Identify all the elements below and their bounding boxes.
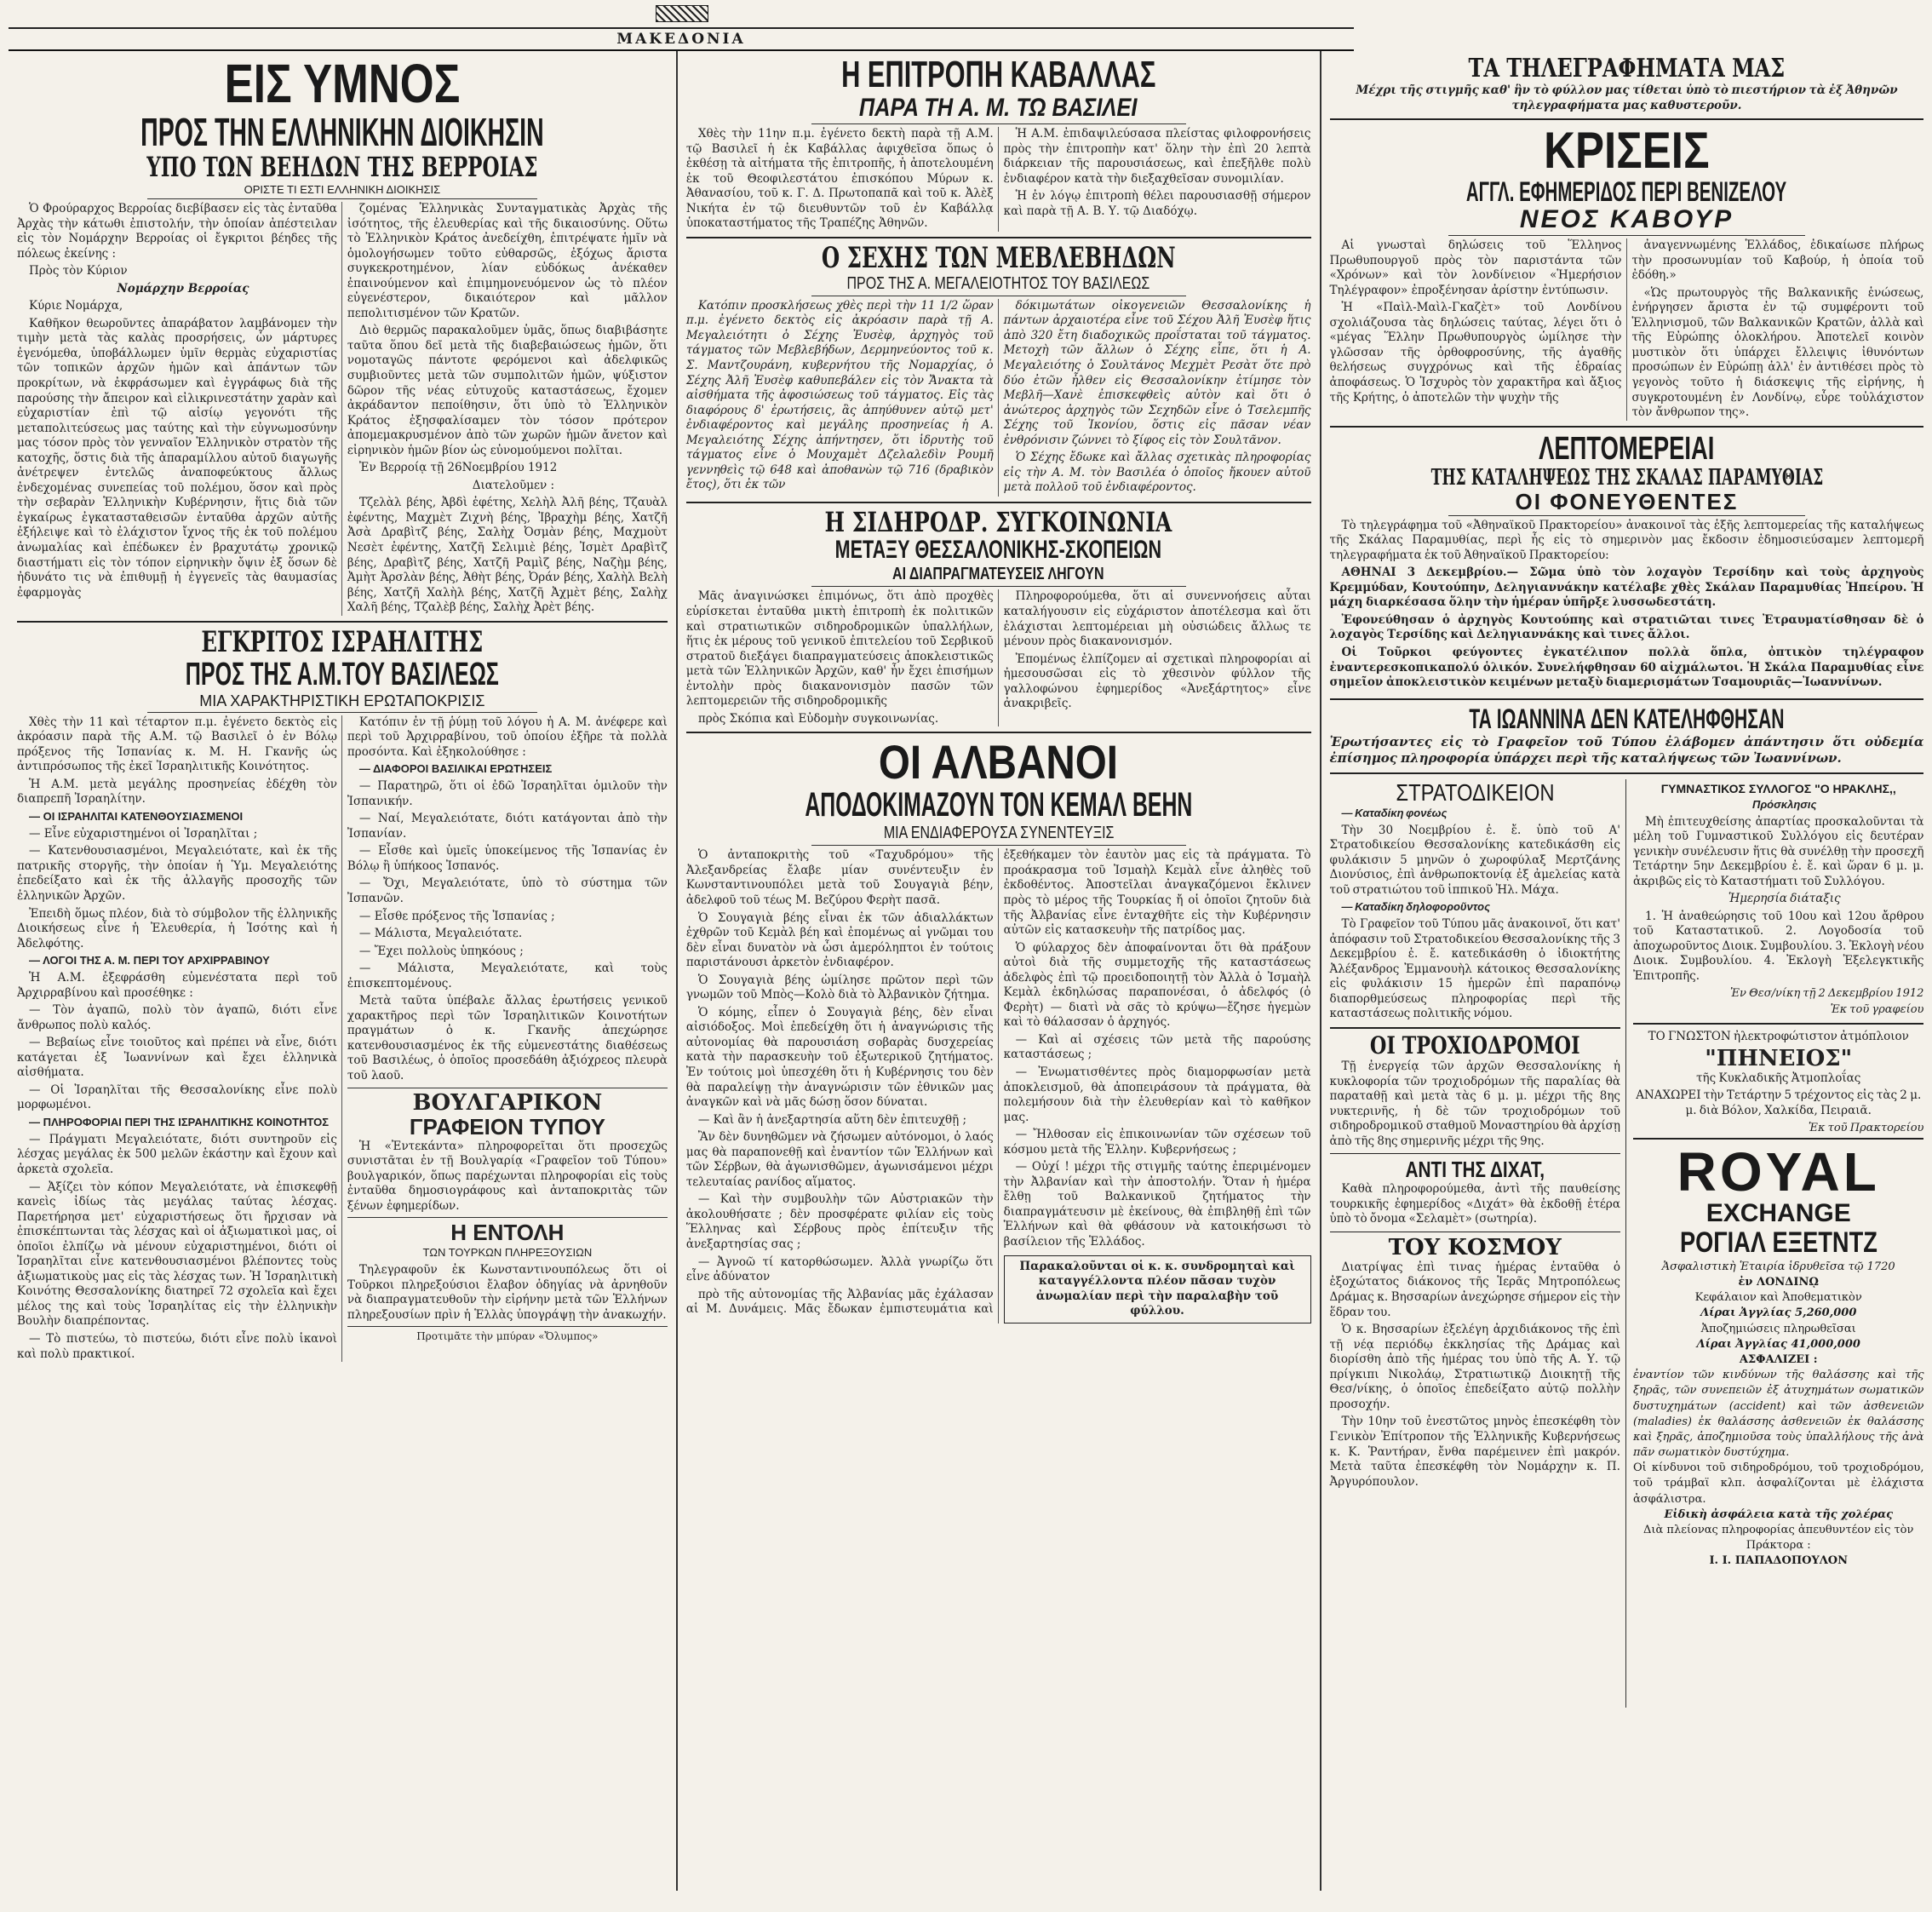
article-hymn — [17, 56, 668, 623]
article-albanians — [686, 738, 1311, 1328]
article-body: Κατόπιν προσκλήσεως χθὲς περὶ τὴν 11 1/2 ὥραν π.μ. ἐγένετο δεκτὸς εἰς ἀκρόασιν παρὰ τῇ Α. Μεγαλειότητι ὁ Σέχης Ἐυσὲφ, ἀρχηγὸς τοῦ τάγματος τῶν Μεβλεβήδων, Δερμηνεύοντος τοῦ κ. Σ. Μαντζουράνη, κυβερνήτου τῆς Νομαρχίας, ὁ Σέχης Ἀλῆ Ἐυσὲφ καθυπεβάλεν εἰς τὸν Ἄνακτα τὰ αἰσθήματα τῆς ἀφοσιώσεως τοῦ τάγματος. Εἰς τὰς διαφόρους δ' ἐρωτήσεις, ἃς ἀπηύθυνεν αὐτῷ μετ' ἐνδιαφέροντος καὶ μεγάλης προσηνείας ἡ Α. Μεγαλειότης Σέχης ἀπήντησεν, ὅτι ἱδρυτὴς τοῦ τάγματος εἶνε ὁ Μουχαμὲτ Δζελαλεδὶν Ρουμῆ γεννηθεὶς τῷ 648 καὶ ἀποθανὼν τῷ 716 (δραβικὸν ἔτος), ὅτι ἐκ τῶν δόκιμωτάτων οἰκογενειῶν Θεσσαλονίκης ἡ πάντων ἀρχαιοτέρα εἶνε τοῦ Σέχου Ἀλῆ Ἐυσὲφ ἥτις ἀπὸ 320 ἔτη διαδοχικῶς προΐσταται τοῦ τάγματος. Μετοχὴ τῶν ἄλλων ὁ Σέχης εἶπε, ὅτι ἡ Α. Μεγαλειότης ὁ Σουλτάνος Μεχμὲτ Ρεσὰτ ὅτε πρὸ δύο ἐτῶν ἦλθεν εἰς Θεσσαλονίκην ἐτίμησε τὸν Μεβλῆ—Χανὲ ἐπισκεφθεὶς αὐτὸν καὶ ὅτι ὁ ἀνώτερος ἀρχηγὸς τῶν Σεχηδῶν εἶνε ὁ Τσελεμπῆς Σέχης τοῦ Ἰκονίου, ὅστις εἰς πᾶσαν νέαν ἐνθρόνισιν ζώννει τὸ ξίφος εἰς τὸν Σουλτᾶνον. Ὁ Σέχης ἔδωκε καὶ ἄλλας σχετικὰς πληροφορίας εἰς τὴν Α. Μ. τὸν Βασιλέα ὁ ὁποῖος ἤκουεν αὐτοῦ μετὰ πολλοῦ τοῦ ἐνδιαφέροντος. — [686, 299, 1311, 497]
ad-headline-2: ΓΡΑΦΕΙΟΝ ΤΥΠΟΥ — [347, 1116, 668, 1138]
headline: Ο ΣΕΧΗΣ ΤΩΝ ΜΕΒΛΕΒΗΔΩΝ — [822, 244, 1176, 273]
article-body: Ἐρωτήσαντες εἰς τὸ Γραφεῖον τοῦ Τύπου ἐλάβομεν ἀπάντησιν ὅτι οὐδεμία ἐπίσημος πληροφορία ὑπάρχει περὶ τῆς καταλήψεως τῶν Ἰωαννίνων. — [1330, 734, 1924, 767]
article-court-martial: ΣΤΡΑΤΟΔΙΚΕΙΟΝ — Καταδίκη φονέως Τὴν 30 Νοεμβρίου ἐ. ἔ. ὑπὸ τοῦ Α' Στρατοδικείου Θεσσαλονίκης κατεδικάσθη εἰς φυλάκισιν 5 μηνῶν ὁ χωροφύλαξ Μερτζάνης Διονύσιος, ἐπὶ ἀνθρωποκτονίᾳ ἐξ ἀμελείας κατὰ τοῦ στρατιώτου τοῦ ἱππικοῦ Ἠλ. Μάχα. — Καταδίκη δηλοφοροῦντος Τὸ Γραφεῖον τοῦ Τύπου μᾶς ἀνακοινοῖ, ὅτι κατ' ἀπόφασιν τοῦ Στρατοδικείου Θεσσαλονίκης τῆς 3 Δεκεμβρίου ἐ. ἔ. κατεδικάσθη ὁ ἰδιοκτήτης Ἀλέξανδρος Ἐμμανουὴλ κάτοικος Θεσσαλονίκης εἰς φυλάκισιν 15 ἡμερῶν ἐπὶ παραπόνῳ διαπορθμεύσεως πληροφορίας περὶ τῆς καταστάσεως πολιτικῆς νόμου. — [1330, 781, 1620, 1022]
kicker: ΟΡΙΣΤΕ ΤΙ ΕΣΤΙ ΕΛΛΗΝΙΚΗ ΔΙΟΙΚΗΣΙΣ — [17, 183, 668, 196]
top-ornament-band — [9, 5, 1354, 29]
masthead: ΜΑΚΕΔΟΝΙΑ — [9, 29, 1354, 51]
subheadline: ΟΙ ΦΟΝΕΥΘΕΝΤΕΣ — [1330, 491, 1924, 513]
column-middle — [678, 51, 1321, 1891]
ornament-frame — [656, 5, 708, 22]
article-body: Χθὲς τὴν 11 καὶ τέταρτον π.μ. ἐγένετο δεκτὸς εἰς ἀκρόασιν παρὰ τῆς Α.Μ. τῷ Βασιλεῖ ὁ ἐν Βόλῳ πρόξενος τῆς Ἱσπανίας κ. Μ. Η. Γκανῆς ὡς ἀντιπρόσωπος τῆς ἐκεῖ Ἰσραηλιτικῆς Κοινότητος. Ἡ Α.Μ. μετὰ μεγάλης προσηνείας ἐδέχθη τὸν διαπρεπῆ Ἰσραηλίτην. — ΟΙ ΙΣΡΑΗΛΙΤΑΙ ΚΑΤΕΝΘΟΥΣΙΑΣΜΕΝΟΙ — Εἶνε εὐχαριστημένοι οἱ Ἰσραηλῖται ; — Κατενθουσιασμένοι, Μεγαλειότατε, καὶ ἐκ τῆς πατρικῆς στοργῆς, τὴν ὁποίαν ἡ Ὑμ. Μεγαλειότης ἐπεδείξατο καὶ ἐκ τῆς ἀλλαγῆς προσοχῆς τῶν ἑλληνικῶν Ἀρχῶν. Ἐπειδὴ ὅμως πλέον, διὰ τὸ σύμβολον τῆς ἑλληνικῆς Διοικήσεως εἶνε ἡ Ἐλευθερία, ἡ Ἰσότης καὶ ἡ Ἀδελφότης. — ΛΟΓΟΙ ΤΗΣ Α. Μ. ΠΕΡΙ ΤΟΥ ΑΡΧΙΡΡΑΒΙΝΟΥ Ἡ Α.Μ. ἐξεφράσθη εὐμενέστατα περὶ τοῦ Ἀρχιρραβίνου καὶ προσέθηκε : — Τὸν ἀγαπῶ, πολὺ τὸν ἀγαπῶ, διότι εἶνε ἄνθρωπος πολὺ καλός. — Βεβαίως εἶνε τοιοῦτος καὶ πρέπει νὰ εἶνε, διότι κατάγεται ἐξ Ἰωαννίνων καὶ ἔχει ἑλληνικὰ αἰσθήματα. — Οἱ Ἰσραηλῖται τῆς Θεσσαλονίκης εἶνε πολὺ μορφωμένοι. — ΠΛΗΡΟΦΟΡΙΑΙ ΠΕΡΙ ΤΗΣ ΙΣΡΑΗΛΙΤΙΚΗΣ ΚΟΙΝΟΤΗΤΟΣ — Πράγματι Μεγαλειότατε, διότι συντηροῦν εἰς λέσχας μεγάλας ἐκ 500 μελῶν ἑκάστην καὶ ἔχουν καὶ ἀρκετὰ σχολεῖα. — Ἀξίζει τὸν κόπον Μεγαλειότατε, νὰ ἐπισκεφθῇ κανεὶς ἰδίως τὰς μεγάλας ταύτας λέσχας. Παρετήρησα μετ' εὐχαριστήσεως ὅτι ἤρχισαν νὰ ἐπισκέπτωνται τὰς λέσχας καὶ οἱ ἀξιωματικοὶ μας, οἱ ὁποῖοι ἐλπίζω νὰ μένουν εὐχαριστημένοι, διότι οἱ Ἰσραηλῖται εἶνε κατενθουσιασμένοι βλέποντες τοὺς ἀξιωματικοὺς μας εἰς τὰς λέσχας των. Ἡ Ἰσραηλιτικὴ Κοινότης Θεσσαλονίκης διατηρεῖ 72 σχολεῖα καὶ ἔχει μέλος της καὶ τοὺς Ἰσραηλίτας εἰς τὴν ἑλληνικὴν Βουλὴν διαπρέποντας. — Τὸ πιστεύω, τὸ πιστεύω, διότι εἶνε πολὺ ἱκανοὶ καὶ πολὺ πρακτικοί. Κατόπιν ἐν τῇ ῥύμῃ τοῦ λόγου ἡ Α. Μ. ἀνέφερε καὶ περὶ τοῦ Ἀρχιρραβίνου, τοῦ ὁποίου ἐξῆρε τὰ πολλὰ προσόντα. Καὶ ἐξηκολούθησε : — ΔΙΑΦΟΡΟΙ ΒΑΣΙΛΙΚΑΙ ΕΡΩΤΗΣΕΙΣ — Παρατηρῶ, ὅτι οἱ ἐδῶ Ἰσραηλῖται ὁμιλοῦν τὴν Ἰσπανικήν. — Ναί, Μεγαλειότατε, διότι κατάγονται ἀπὸ τὴν Ἰσπανίαν. — Εἶσθε καὶ ὑμεῖς ὑποκείμενος τῆς Ἰσπανίας ἐν Βόλῳ ἢ ὑπήκοος Ἰσπανός. — Ὄχι, Μεγαλειότατε, ὑπὸ τὸ σύστημα τῶν Ἰσπανῶν. — Εἶσθε πρόξενος τῆς Ἰσπανίας ; — Μάλιστα, Μεγαλειότατε. — Ἔχει πολλοὺς ὑπηκόους ; — Μάλιστα, Μεγαλειότατε, καὶ τοὺς ἐπισκεπτομένους. Μετὰ ταῦτα ὑπέβαλε ἄλλας ἐρωτήσεις γενικοῦ χαρακτῆρος περὶ τῶν Ἰσραηλιτικῶν Κοινοτήτων πραγμάτων ὁ κ. Γκανῆς ἀπεχώρησε κατενθουσιασμένος ἐκ τῆς εὐμενεστάτης διαθέσεως τοῦ Βασιλέως, ὁ ὁποῖος προσεδάθη ἀξιόχρεος πλευρὰ τοῦ λαοῦ. ΒΟΥΛΓΑΡΙΚΟΝ ΓΡΑΦΕΙΟΝ ΤΥΠΟΥ Ἡ «Ἐντεκάντα» πληροφορεῖται ὅτι προσεχῶς συνιστᾶται ἐν τῇ Βουλγαρίᾳ «Γραφεῖον τοῦ Τύπου» βουλγαρικόν, ὅπως παρέχωνται πληροφορίαι εἰς τοὺς ἐνταῦθα δημοσιογράφους καὶ ἀνταποκριτὰς τῶν ξένων ἐφημερίδων. Η ΕΝΤΟΛΗ ΤΩΝ ΤΟΥΡΚΩΝ ΠΛΗΡΕΞΟΥΣΙΩΝ Τηλεγραφοῦν ἐκ Κωνσταντινουπόλεως ὅτι οἱ Τοῦρκοι πληρεξούσιοι ἔλαβον ὁδηγίας νὰ ἀρνηθοῦν νὰ διαπραγματευθοῦν τὴν εἰρήνην μετὰ τῶν Ἑλλήνων πληρεξουσίων πρὶν ἡ Ἑλλὰς ὑπογράψῃ τὴν ἀνακωχήν. Προτιμᾶτε τὴν μπύραν «Ὄλυμπος» — [17, 715, 668, 1362]
article-israelite — [17, 628, 668, 1367]
ad-royal-exchange: ROYAL EXCHANGE ΡΟΓΙΑΛ ΕΞΕΤΝΤΖ Ἀσφαλιστικὴ Ἑταιρία ἱδρυθεῖσα τῷ 1720 ἐν ΛΟΝΔΙΝῼ Κεφάλαιον καὶ Ἀποθεματικὸν Λίραι Ἀγγλίας 5,260,000 Ἀποζημιώσεις πληρωθεῖσαι Λίραι Ἀγγλίας 41,000,000 ΑΣΦΑΛΙΖΕΙ : ἐναντίον τῶν κινδύνων τῆς θαλάσσης καὶ τῆς ξηρᾶς, τῶν συνεπειῶν ἐξ ἀτυχημάτων σωματικῶν δυστυχημάτων (accident) καὶ τῶν ἀσθενειῶν (maladies) ἐκ θαλάσσης ἀσθενειῶν ἐκ θαλάσσης καὶ ξηρᾶς, ἀποζημιοῦσα τοὺς ὑπαλλήλους τῆς ἀνὰ πᾶν σωματικὸν δυστύχημα. Οἱ κίνδυνοι τοῦ σιδηροδρόμου, τοῦ τροχιοδρόμου, τοῦ τράμβαϊ κλπ. ἀσφαλίζονται μὲ ἐλάχιστα ἀσφάλιστρα. Εἰδικὴ ἀσφάλεια κατὰ τῆς χολέρας Διὰ πλείονας πληροφορίας ἀπευθυντέον εἰς τὸν Πράκτορα : Ι. Ι. ΠΑΠΑΔΟΠΟΥΛΟΝ — [1633, 1138, 1923, 1569]
subheadline: ΑΙ ΔΙΑΠΡΑΓΜΑΤΕΥΣΕΙΣ ΛΗΓΟΥΝ — [892, 566, 1104, 583]
article-kavala — [686, 56, 1311, 238]
subheadline: ΜΙΑ ΕΝΔΙΑΦΕΡΟΥΣΑ ΣΥΝΕΝΤΕΥΞΙΣ — [883, 824, 1114, 842]
article-body: Μᾶς ἀναγινώσκει ἐπιμόνως, ὅτι ἀπὸ προχθὲς εὑρίσκεται ἐνταῦθα μικτὴ ἐπιτροπὴ ἐκ πολιτικῶν καὶ στρατιωτικῶν σιδηροδρομικῶν ὑπαλλήλων, ἥτις ἐκ μέρους τοῦ γενικοῦ ἐπιτελείου τοῦ Σερβικοῦ στρατοῦ διεξάγει διαπραγματεύσεις ἀποκλειστικῶς μετὰ τῶν Ἑλληνικῶν Ἀρχῶν, καθ' ἦν ἔχει ἐπισήμων ἐντολὴν πρὸς διακανονισμὸν πασῶν τῶν λεπτομερειῶν τῆς σιδηροδρομικῆς πρὸς Σκόπια καὶ Εὐδομὴν συγκοινωνίας. Πληροφορούμεθα, ὅτι αἱ συνεννοήσεις αὗται καταλήγουσιν εἰς εὐχάριστον ἀποτέλεσμα καὶ ὅτι ἐλάχισται λεπτομέρειαι μὴ οὐσιώδεις ἄλλως τε μένουν πρὸς διακανονισμόν. Ἐπομένως ἐλπίζομεν αἱ σχετικαὶ πληροφορίαι αἱ ἠμεσουσῶσαι εἰς τὸ χθεσινὸν φύλλον τῆς γαλλοφώνου ἐφημερίδος «Ἀνεξάρτητος» εἶνε ἀνακριβεῖς. — [686, 589, 1311, 726]
headline: ΚΡΙΣΕΙΣ — [1544, 125, 1709, 176]
headline-2: ΜΕΤΑΞΥ ΘΕΣΣΑΛΟΝΙΚΗΣ-ΣΚΟΠΕΙΩΝ — [835, 537, 1162, 563]
headline-2: ΑΝΤΙ ΤΗΣ ΔΙΧΑΤ, — [1405, 1158, 1545, 1180]
headline-2: ΠΑΡΑ ΤΗ Α. Μ. ΤΩ ΒΑΣΙΛΕΙ — [859, 95, 1138, 121]
headline: Η ΕΠΙΤΡΟΠΗ ΚΑΒΑΛΛΑΣ — [841, 56, 1155, 94]
subheadline: ΜΙΑ ΧΑΡΑΚΤΗΡΙΣΤΙΚΗ ΕΡΩΤΑΠΟΚΡΙΣΙΣ — [17, 693, 668, 709]
article-trams: ΟΙ ΤΡΟΧΙΟΔΡΟΜΟΙ Τῇ ἐνεργείᾳ τῶν ἀρχῶν Θεσσαλονίκης ἡ κυκλοφορία τῶν τροχιοδρόμων τῆς παραλίας θὰ παραταθῇ καὶ μετὰ τὰς 6 μ. μ. μέχρι τῆς 8ης νυκτερινῆς, ἡ δὲ τῶν τροχιοδρόμων τοῦ σιδηροδρομικοῦ σταθμοῦ Μοναστηρίου θὰ ἀρχίσῃ ἀπὸ τῆς 8ης σημερινῆς μέχρι τῆς 9ης. ΑΝΤΙ ΤΗΣ ΔΙΧΑΤ, Καθὰ πληροφορούμεθα, ἀντὶ τῆς παυθείσης τουρκικῆς ἐφημερίδος «Διχάτ» θὰ ἐκδοθῇ ἑτέρα ὑπὸ τὸ ὄνομα «Σελαμὲτ» (σωτηρία). ΤΟΥ ΚΟΣΜΟΥ Διατρίψας ἐπὶ τινας ἡμέρας ἐνταῦθα ὁ ἐξοχώτατος διάκονος τῆς Ἱερᾶς Μητροπόλεως Δράμας κ. Βησσαρίων ἀνεχώρησε σήμερον εἰς τὴν ἕδραν του. Ὁ κ. Βησσαρίων ἐξελέγη ἀρχιδιάκονος τῆς ἐπὶ τῇ νέᾳ περιόδῳ ἐκκλησίας τῆς Δράμας καὶ διορίσθη ἀπὸ τῆς ἡμέρας του ὑπὸ τῆς Α. Υ. τῷ πρίγκιπι Νικολάῳ, Στρατιωτικῷ Διοικητῇ τῆς Θεσ/νίκης, ὁ ὁποῖος ἐπεδείξατο αὐτῷ πολλὴν προσοχήν. Τὴν 10ην τοῦ ἐνεστῶτος μηνὸς ἐπεσκέφθη τὸν Γενικὸν Ἐπίτροπον τῆς Ἑλληνικῆς Κυβερνήσεως κ. Κ. Ῥαντήραν, ἔνθα παρέμεινεν ἐπὶ μακρόν. Μετὰ ταῦτα ἐπεσκέφθη τὸν Νομάρχην κ. Π. Ἀργυρόπουλον. — [1330, 1034, 1620, 1490]
headline: ΕΙΣ ΥΜΝΟΣ — [225, 56, 461, 111]
article-body: Ὁ ἀνταποκριτὴς τοῦ «Ταχυδρόμου» τῆς Ἀλεξανδρείας ἔλαβε μίαν συνέντευξιν ἐν Κωνσταντινουπόλει μετὰ τοῦ Σουγαγιὰ βέην, ἀδελφοῦ τοῦ τέως Μ. Βεζύρου Φερὴτ πασᾶ. Ὁ Σουγαγιὰ βέης εἶναι ἐκ τῶν ἀδιαλλάκτων ἐχθρῶν τοῦ Κεμὰλ βέη καὶ ἐπομένως αἱ γνῶμαι του δὲν εἶναι δυνατὸν νὰ ὦσι ἀμερόληπτοι ἐν τούτοις παριστάνουσι ἀρκετὸν ἐνδιαφέρον. Ὁ Σουγαγιὰ βέης ὡμίλησε πρῶτον περὶ τῶν γνωμῶν τοῦ Μπὸς—Κολὸ διὰ τὸ Ἀλβανικὸν ζήτημα. Ὁ κόμης, εἶπεν ὁ Σουγαγιὰ βέης, δὲν εἶναι αἰσιόδοξος. Μοὶ ἐπεδείχθη ὅτι ἡ ἀναγνώρισις τῆς αὐτονομίας θὰ παρουσιάση σοβαρὰς δυσχερείας κατὰ τὴν παρασκευὴν τοῦ ἐξωτερικοῦ ζητήματος. Ἐν τούτοις μοὶ ὑπεσχέθη ὅτι ἡ Κυβέρνησις του δὲν θὰ παραλείψῃ τὴν ἀναγνώρισιν τῶν ἐθνικῶν μας ἀναγκῶν καὶ νὰ μᾶς δώσῃ ὅσον δύναται. — Καὶ ἂν ἡ ἀνεξαρτησία αὕτη δὲν ἐπιτευχθῇ ; Ἂν δὲν δυνηθῶμεν νὰ ζήσωμεν αὐτόνομοι, ὁ λαός μας θὰ παραπονεθῇ καὶ ἐναντίον τῶν Ἑλλήνων καὶ τῶν Σέρβων, θὰ ἀγωνισθῶμεν, ἀγωνισάμενοι μέχρι τελευταίας ρανίδος αἵματος. — Καὶ τὴν συμβουλὴν τῶν Αὐστριακῶν τὴν ἀκολουθήσατε ; δὲν προσφέρατε φιλίαν εἰς τοὺς Ἕλληνας καὶ Σέρβους πρὸς ἐπίτευξιν τῆς ἀνεξαρτησίας σας ; — Ἀγνοῶ τί κατορθώσωμεν. Ἀλλὰ γνωρίζω ὅτι εἶνε ἀδύνατον πρὸ τῆς αὐτονομίας τῆς Ἀλβανίας μᾶς ἐχάλασαν αἱ Μ. Δυνάμεις. Μᾶς ἔδωκαν ἐμπιστευμάτια καὶ ἐξεθήκαμεν τὸν ἑαυτὸν μας εἰς τὰ πράγματα. Τὸ προάκρασμα τοῦ Ἰσμαὴλ Κεμὰλ εἶνε ἀληθὲς τοῦ ἐκδοθέντος. Ἀποστεῖλαι ἀναγκαζόμενοι ἔκλινεν πρὸς τὸ μέρος τῆς Τουρκίας ἤ οἱ ὁποῖοι ζητοῦν διὰ τῆς Ἀλβανίας εἶνε ἐνταχθῆτε εἰς τὴν Κυβέρνησιν αὐτῶν εἰς κατασκευὴν τῆς πατρίδος μας. Ὁ φύλαρχος δὲν ἀποφαίνονται ὅτι θὰ πράξουν αὐτοὶ διὰ τῆς συμμετοχῆς τῆς καταστάσεως ἀδελφὸς ἐπὶ τῷ προειδοποιητῇ τὸν Ἀλλὰ ὁ Ἰσμαὴλ Κεμὰλ ἐκδηλώσας παραπονέσαι, ὁ ἀδελφός (ὁ Φερὴτ) — διατὶ νὰ σᾶς τὸ κρύψω—ἔζησε ἡγεμὼν καὶ τὸ θάλασσαν ὁ ἀρχηγός. — Καὶ αἱ σχέσεις τῶν μετὰ τῆς παρούσης καταστάσεως ; — Ἐνωματισθέντες πρὸς διαμορφωσίαν μετὰ ἀποκλεισμοῦ, θὰ ἀποπειράσουν τὰ πράγματα, θὰ πολεμήσουν διὰ τὴν ἐλευθερίαν καὶ τὸ καθῆκον μας. — Ἤλθοσαν εἰς ἐπικοινωνίαν τῶν σχέσεων τοῦ κόσμου μετὰ τῆς Ἑλλην. Κυβερνήσεως ; — Οὐχί ! μέχρι τῆς στιγμῆς ταύτης ἐπεριμένομεν τὴν Ἀλβανίαν καὶ τὴν ἀποστολήν. Ὅταν ἡ ἡμέρα ἔλθῃ τοῦ Βαλκανικοῦ ζητήματος τὴν διαπραγμάτευσιν μὲ ἐκείνους, θὰ ἐπιβληθῇ ἐπὶ τῶν Ἑλλήνων καὶ θὰ φθάσουν νὰ κατοικήσωσι τὸ βασίλειον τῆς Ἑλλάδος. Παρακαλοῦνται οἱ κ. κ. συνδρομηταὶ καὶ καταγγέλλοντα πλέον πᾶσαν τυχὸν ἀνωμαλίαν περὶ τὴν παραλαβὴν τοῦ φύλλου. — [686, 848, 1311, 1323]
ad-headline: ΒΟΥΛΓΑΡΙΚΟΝ — [347, 1092, 668, 1114]
article-telegrams — [1330, 56, 1924, 120]
article-body: Τὸ τηλεγράφημα τοῦ «Ἀθηναϊκοῦ Πρακτορείου» ἀνακοινοῖ τὰς ἑξῆς λεπτομερείας τῆς καταλήψεως τῆς Σκάλας Παραμυθίας, περὶ ἧς εἰς τὸ σημερινὸν μας ἔκδοσιν ἐδημοσιεύσαμεν λεπτομερῆ τηλεγραφήματα ἐκ τοῦ Ἀθηναϊκοῦ Πρακτορείου: ΑΘΗΝΑΙ 3 Δεκεμβρίου.— Σῶμα ὑπὸ τὸν λοχαγὸν Τερσίδην καὶ τοὺς ἀρχηγοὺς Κρεμμύδαν, Κουτούπην, Δεληγιαννάκην κατέλαβε χθὲς Σκάλαν Παραμυθίας Ἠπείρου. Ἡ μάχη διαρκέσασα ὅλην τὴν ἡμέραν ὑπῆρξε λυσσωδεστάτη. Ἐφονεύθησαν ὁ ἀρχηγὸς Κουτούπης καὶ στρατιῶται τινες Ἐτραυματίσθησαν δὲ ὁ λοχαγὸς Τερσίδης καὶ Δεληγιαννάκης καὶ τινες ἄλλοι. Οἱ Τοῦρκοι φεύγοντες ἐγκατέλιπον πολλὰ ὅπλα, ὀπτικὸν τηλέγραφον ἐναντερεσκοπικαπολύ ὁλικόν. Συνελήφθησαν 60 αἰχμάλωτοι. Ἡ Σκάλα Παραμυθίας εἶνε σημεῖον ἀποκλειστικὸν κειμένων μεταξὺ διαμερισμάτων Τσαμουριᾶς—Ἰωαννίνων. — [1330, 519, 1924, 691]
headline-3: ΤΟΥ ΚΟΣΜΟΥ — [1330, 1237, 1620, 1259]
article-body: Χθὲς τὴν 11ην π.μ. ἐγένετο δεκτὴ παρὰ τῇ Α.Μ. τῷ Βασιλεῖ ἡ ἐκ Καβάλλας ἀφιχθεῖσα ὅπως ὁ ἐκθέσῃ τὰ αἰτήματα τῆς ἐπιτροπῆς, ἡ ἀποτελουμένη ἐκ τοῦ Θεοφιλεστάτου ἐπισκόπου Μύρων κ. Ἀθανασίου, τοῦ κ. Γ. Δ. Πρωτοπαπᾶ καὶ τοῦ κ. Ἀλὲξ Νικήτα ἐν τῷ διευθυντῶν τοῦ ἐν Καβάλλᾳ ὑποκαταστήματος τῆς Τραπέζης Ἀθηνῶν. Ἡ Α.Μ. ἐπιδαψιλεύσασα πλείστας φιλοφρονήσεις πρὸς τὴν ἐπιτροπὴν κατ' ὅλην τὴν ἐπὶ 20 λεπτὰ διάρκειαν τῆς παρουσιάσεως, καὶ ἐπεξῆλθε πολὺ ἐνδιαφέρον κατὰ τὴν διεξαχθεῖσαν συνομιλίαν. Ἡ ἐν λόγῳ ἐπιτροπὴ θέλει παρουσιασθῇ σήμερον καὶ παρὰ τῇ Α. Β. Υ. τῷ Διαδόχῳ. — [686, 127, 1311, 232]
beer-ad: Προτιμᾶτε τὴν μπύραν «Ὄλυμπος» — [347, 1330, 668, 1344]
headline: ΟΙ ΑΛΒΑΝΟΙ — [879, 738, 1118, 786]
ad2-headline: Η ΕΝΤΟΛΗ — [347, 1221, 668, 1243]
article-mevlevi — [686, 244, 1311, 504]
newspaper-page — [9, 5, 1354, 1900]
article-body: Αἱ γνωσταὶ δηλώσεις τοῦ Ἕλληνος Πρωθυπουργοῦ πρὸς τὸν παριστάντα τῶν «Χρόνων» καὶ τὸν λονδίνειον «Ἡμερήσιον Τηλέγραφον» ἐπροξένησαν ἀρίστην ἐντύπωσιν. Ἡ «Παὶλ-Μαὶλ-Γκαζὲτ» τοῦ Λονδίνου σχολιάζουσα τὰς δηλώσεις ταύτας, λέγει ὅτι ὁ «μέγας Ἕλλην Πρωθυπουργὸς ὡμίλησε τὴν γλῶσσαν τῆς ὀρθοφροσύνης, τῆς ἀγαθῆς θελήσεως συγχρόνως καὶ τῆς ἑδραίας ἀποφάσεως. Ὁ Ἰσχυρὸς τὸν χαρακτῆρα καὶ ἄξιος τῆς Κρήτης, ὁ ἀποτελῶν τὴν ψυχὴν τῆς ἀναγεννωμένης Ἑλλάδος, ἐδικαίωσε πλήρως τὴν προσωνυμίαν τοῦ Καβούρ, ἡ ὁποία τοῦ ἐδόθη.» «Ὡς πρωτουργὸς τῆς Βαλκανικῆς ἑνώσεως, ἐνήργησεν ἄριστα ἐν τῷ συμφέροντι τοῦ Ἑλληνισμοῦ, τῶν Βαλκανικῶν Κρατῶν, ἀλλὰ καὶ τῆς Εὐρώπης ὁλοκλήρου. Ἀποτελεῖ κοινὸν μυστικὸν ὅτι ὑπάρχει ἔλλειψις ἰθυνόντων προσώπων ἐν Εὐρώπῃ ἀλλ' ἐν ἀντιθέσει πρὸς τὸ γεγονὸς τοῦτο ἡ διάσκεψις τῆς εἰρήνης, ἡ συγκροτουμένη ἐν Λονδίνῳ, εὗρε τοὐλάχιστον τὸν ἄνθρωπον της». — [1330, 238, 1924, 421]
headline: ΛΕΠΤΟΜΕΡΕΙΑΙ — [1539, 433, 1714, 465]
article-railway — [686, 508, 1311, 733]
subheadline: ΥΠΟ ΤΩΝ ΒΕΗΔΩΝ ΤΗΣ ΒΕΡΡΟΙΑΣ — [146, 153, 537, 181]
article-kriseis — [1330, 125, 1924, 428]
headline-2: ΤΗΣ ΚΑΤΑΛΗΨΕΩΣ ΤΗΣ ΣΚΑΛΑΣ ΠΑΡΑΜΥΘΙΑΣ — [1430, 467, 1823, 489]
ship-name: "ΠΗΝΕΙΟΣ" — [1633, 1048, 1923, 1070]
headline-2: ΑΓΓΛ. ΕΦΗΜΕΡΙΔΟΣ ΠΕΡΙ ΒΕΝΙΖΕΛΟΥ — [1466, 178, 1786, 205]
article-body: Ὁ Φρούραρχος Βερροίας διεβίβασεν εἰς τὰς ἐνταῦθα Ἀρχὰς τὴν κάτωθι ἐπιστολήν, τὴν ὁποίαν ἀπέστειλαν εἰς τὸν Νομάρχην Βερροίας οἱ ἔγκριτοι βέηδες τῆς πόλεως ἐκείνης : Πρὸς τὸν Κύριον Νομάρχην Βερροίας Κύριε Νομάρχα, Καθῆκον θεωροῦντες ἀπαράβατον λαμβάνομεν τὴν τιμὴν μετὰ τὰς καλὰς προσρήσεις, ὧν μάρτυρες ἐγενόμεθα, ὑποβάλλωμεν ὑμῖν θερμὰς εὐχαριστίας τῶν τοπικῶν ἀρχῶν ἡμῶν καὶ ἁπάντων τῶν προκρίτων, νὰ ἐκφράσωμεν καὶ ἐγγράφως διὰ τῆς παρούσης τὴν ἄπειρον καὶ εἰλικρινεστάτην χαρὰν καὶ εὐχαριστίαν ἐπὶ τῷ αἰσίῳ γεγονότι τῆς μεταπολιτεύσεως μας ταύτης καὶ τὴν εὐγνωμοσύνην μας τόσον πρὸς τὸν γενναῖον Ἑλληνικὸν στρατὸν τῆς κατοχῆς, ὅστις διὰ τῆς ἀπαραμίλλου αὐτοῦ διαγωγῆς ἀνέτρεψεν ἐντελῶς ἀναποφεύκτους ἄλλως ἐνδεχομένας συνεπείας τοῦ πολέμου, ὅσον καὶ πρὸς τὴν σεβαρὰν Ἑλληνικὴν Κυβέρνησιν, ἥτις διὰ τῶν ἐγκαίρως ἐγκατασταθεισῶν ἐνταῦθα ἀρχῶν αὐτῆς ἐξήλειψε καὶ τὸ ἐλάχιστον ἴχνος τῆς ἐκ τοῦ πολέμου ἀνωμαλίας καὶ ἐπέδωκεν ἐν βραχυτάτῳ χρονικῷ διαστήματι εἰς τὸν τόπον εἰρηνικὴν ὄψιν ἐξ ὅσων δὲ ἠδυνάτο τις νὰ ἐπιθυμῇ ἠ ἐγγενεῖς τὰς θαυμασίας ἐφαρμογὰς ζομένας Ἑλληνικὰς Συνταγματικὰς Ἀρχὰς τῆς ἰσότητος, τῆς ἐλευθερίας καὶ τῆς δικαιοσύνης. Οὕτω τὸ Ἑλληνικὸν Κράτος ἀνεδείχθη, ἐπιτρέψατε ἡμῖν νὰ ὁμολογήσωμεν τοῦτο εὐθαρσῶς, ἐξόχως ἄριστα συγκεκροτημένον, λίαν εὐδόκως ἀνέκαθεν ἐπαινούμενον καὶ ἐπιμημονευόμενον ὡς τὸ πλέον εὐγενέστερον, δικαιότερον καὶ μᾶλλον πεπολιτισμένον τῶν Κρατῶν. Διὸ θερμῶς παρακαλοῦμεν ὑμᾶς, ὅπως διαβιβάσητε ταῦτα ὅπου δεῖ μετὰ τῆς διαβεβαιώσεως ἡμῶν, ὅτι νομοταγῶς πάντοτε φερόμενοι καὶ ἀδελφικῶς συμβιοῦντες μετὰ τῶν συμπολιτῶν ἡμῶν, ψύξιστον δῶρον τῆς νέας εὐτυχοῦς καταστάσεως, ἔχομεν ἀκράδαντον πεποίθησιν, ὅτι ὑπὸ τὸ Ἑλληνικὸν Κράτος ἐξησφαλίσαμεν τὸν τόσον πρότερον ἀπομεμακρυσμένον ἀπὸ τῶν χωρῶν ἡμῶν ἄνετον καὶ εἰρηνικὸν ἡμῶν βίον ὡς εὐνομούμενοι πολῖται. Ἐν Βερροίᾳ τῇ 26Νοεμβρίου 1912 Διατελοῦμεν : Τζελὰλ βέης, Ἀβδὶ ἐφέτης, Χελὴλ Ἀλῆ βέης, Τζαυὰλ ἐφέντης, Μαχμὲτ Ζιχνὴ βέης, Ἰβραχὴμ βέης, Χατζῆ Ἀσὰ Δραβὶτζ βέης, Σαλὴχ Ὀσμὰν βέης, Μαχμοὺτ Νεσὲτ ἐφέντης, Χατζῆ Σελιμιὲ βέης, Ἰσμὲτ Δραβὶτζ βέης, Δραβὶτζ βέης, Χατζῆ Ραμὶζ βέης, Ναζὴμ βέης, Ἀμὴτ Ἀρσλὰν βέης, Ἀθὴτ βέης, Ὀράν βέης, Χαλὴλ Βελὴ βέης, Χατζῆ Χαλὴλ βέης, Χατζῆ Ἀχμὲτ βέης, Σαλὴχ Χαλῆ βέης, Τζαλὲβ βέης, Σαλὴχ Ἀρὲτ βέης. — [17, 202, 668, 616]
headline-2: ΠΡΟΣ ΤΗΣ Α.Μ.ΤΟΥ ΒΑΣΙΛΕΩΣ — [186, 658, 499, 691]
headline-2: ΠΡΟΣ ΤΗΝ ΕΛΛΗΝΙΚΗΝ ΔΙΟΙΚΗΣΙΝ — [140, 112, 544, 152]
article-body: Μέχρι τῆς στιγμῆς καθ' ἣν τὸ φύλλον μας τίθεται ὑπὸ τὸ πιεστήριον τὰ ἐξ Ἀθηνῶν τηλεγραφήματα μας καθυστεροῦν. — [1330, 83, 1924, 113]
article-ioannina — [1330, 705, 1924, 774]
subheadline: ΝΕΟΣ ΚΑΒΟΥΡ — [1330, 207, 1924, 233]
subscriber-notice: Παρακαλοῦνται οἱ κ. κ. συνδρομηταὶ καὶ καταγγέλλοντα πλέον πᾶσαν τυχὸν ἀνωμαλίαν περὶ τὴν παραλαβὴν τοῦ φύλλου. — [1004, 1255, 1311, 1323]
article-iraklis-club: ΓΥΜΝΑΣΤΙΚΟΣ ΣΥΛΛΟΓΟΣ "Ο ΗΡΑΚΛΗΣ,, Πρόσκλησις Μὴ ἐπιτευχθείσης ἀπαρτίας προσκαλοῦνται τὰ μέλη τοῦ Γυμναστικοῦ Συλλόγου εἰς δευτέραν γενικὴν συνέλευσιν ἥτις θὰ συνέλθῃ τὴν προσεχῆ Τετάρτην 5ην Δεκεμβρίου ἐ. ἔ. καὶ ὥραν 6 μ. μ. ἀκριβῶς εἰς τὸ Καταστήματι τοῦ Συλλόγου. Ἡμερησία διάταξις 1. Ἡ ἀναθεώρησις τοῦ 10ου καὶ 12ου ἄρθρου τοῦ Καταστατικοῦ. 2. Λογοδοσία τοῦ ἀποχωροῦντος Διοικ. Συμβουλίου. 3. Ἐκλογὴ νέου Διοικ. Συμβουλίου. 4. Ἐκλογὴ Ἐξελεγκτικῆς Ἐπιτροπῆς. Ἐν Θεσ/νίκη τῇ 2 Δεκεμβρίου 1912 Ἐκ τοῦ γραφείου ΤΟ ΓΝΩΣΤΟΝ ἠλεκτροφώτιστον ἀτμόπλοιον "ΠΗΝΕΙΟΣ" τῆς Κυκλαδικῆς Ἀτμοπλοΐας ΑΝΑΧΩΡΕΙ τὴν Τετάρτην 5 τρέχοντος εἰς τὰς 2 μ. μ. διὰ Βόλον, Χαλκίδα, Πειραιᾶ. Ἐκ τοῦ Πρακτορείου — [1633, 782, 1923, 1136]
headline: ΤΑ ΙΩΑΝΝΙΝΑ ΔΕΝ ΚΑΤΕΛΗΦΘΗΣΑΝ — [1469, 705, 1784, 732]
column-left — [9, 51, 678, 1891]
headline: ΤΑ ΤΗΛΕΓΡΑΦΗΜΑΤΑ ΜΑΣ — [1469, 56, 1786, 82]
headline: ΣΤΡΑΤΟΔΙΚΕΙΟΝ — [1396, 781, 1554, 805]
ad2-subheadline: ΤΩΝ ΤΟΥΡΚΩΝ ΠΛΗΡΕΞΟΥΣΙΩΝ — [347, 1246, 668, 1260]
column-right — [1321, 51, 1932, 1891]
article-paramythia — [1330, 433, 1924, 700]
headline: ΟΙ ΤΡΟΧΙΟΔΡΟΜΟΙ — [1370, 1034, 1580, 1058]
headline: ΕΓΚΡΙΤΟΣ ΙΣΡΑΗΛΙΤΗΣ — [201, 628, 483, 657]
headline-2: ΑΠΟΔΟΚΙΜΑΖΟΥΝ ΤΟΝ ΚΕΜΑΛ ΒΕΗΝ — [805, 788, 1192, 822]
headline: Η ΣΙΔΗΡΟΔΡ. ΣΥΓΚΟΙΝΩΝΙΑ — [825, 508, 1172, 536]
ad-logo: ROYAL — [1633, 1145, 1923, 1199]
headline: ΓΥΜΝΑΣΤΙΚΟΣ ΣΥΛΛΟΓΟΣ "Ο ΗΡΑΚΛΗΣ,, — [1633, 782, 1923, 795]
subheadline: ΠΡΟΣ ΤΗΣ Α. ΜΕΓΑΛΕΙΟΤΗΤΟΣ ΤΟΥ ΒΑΣΙΛΕΩΣ — [847, 275, 1150, 293]
